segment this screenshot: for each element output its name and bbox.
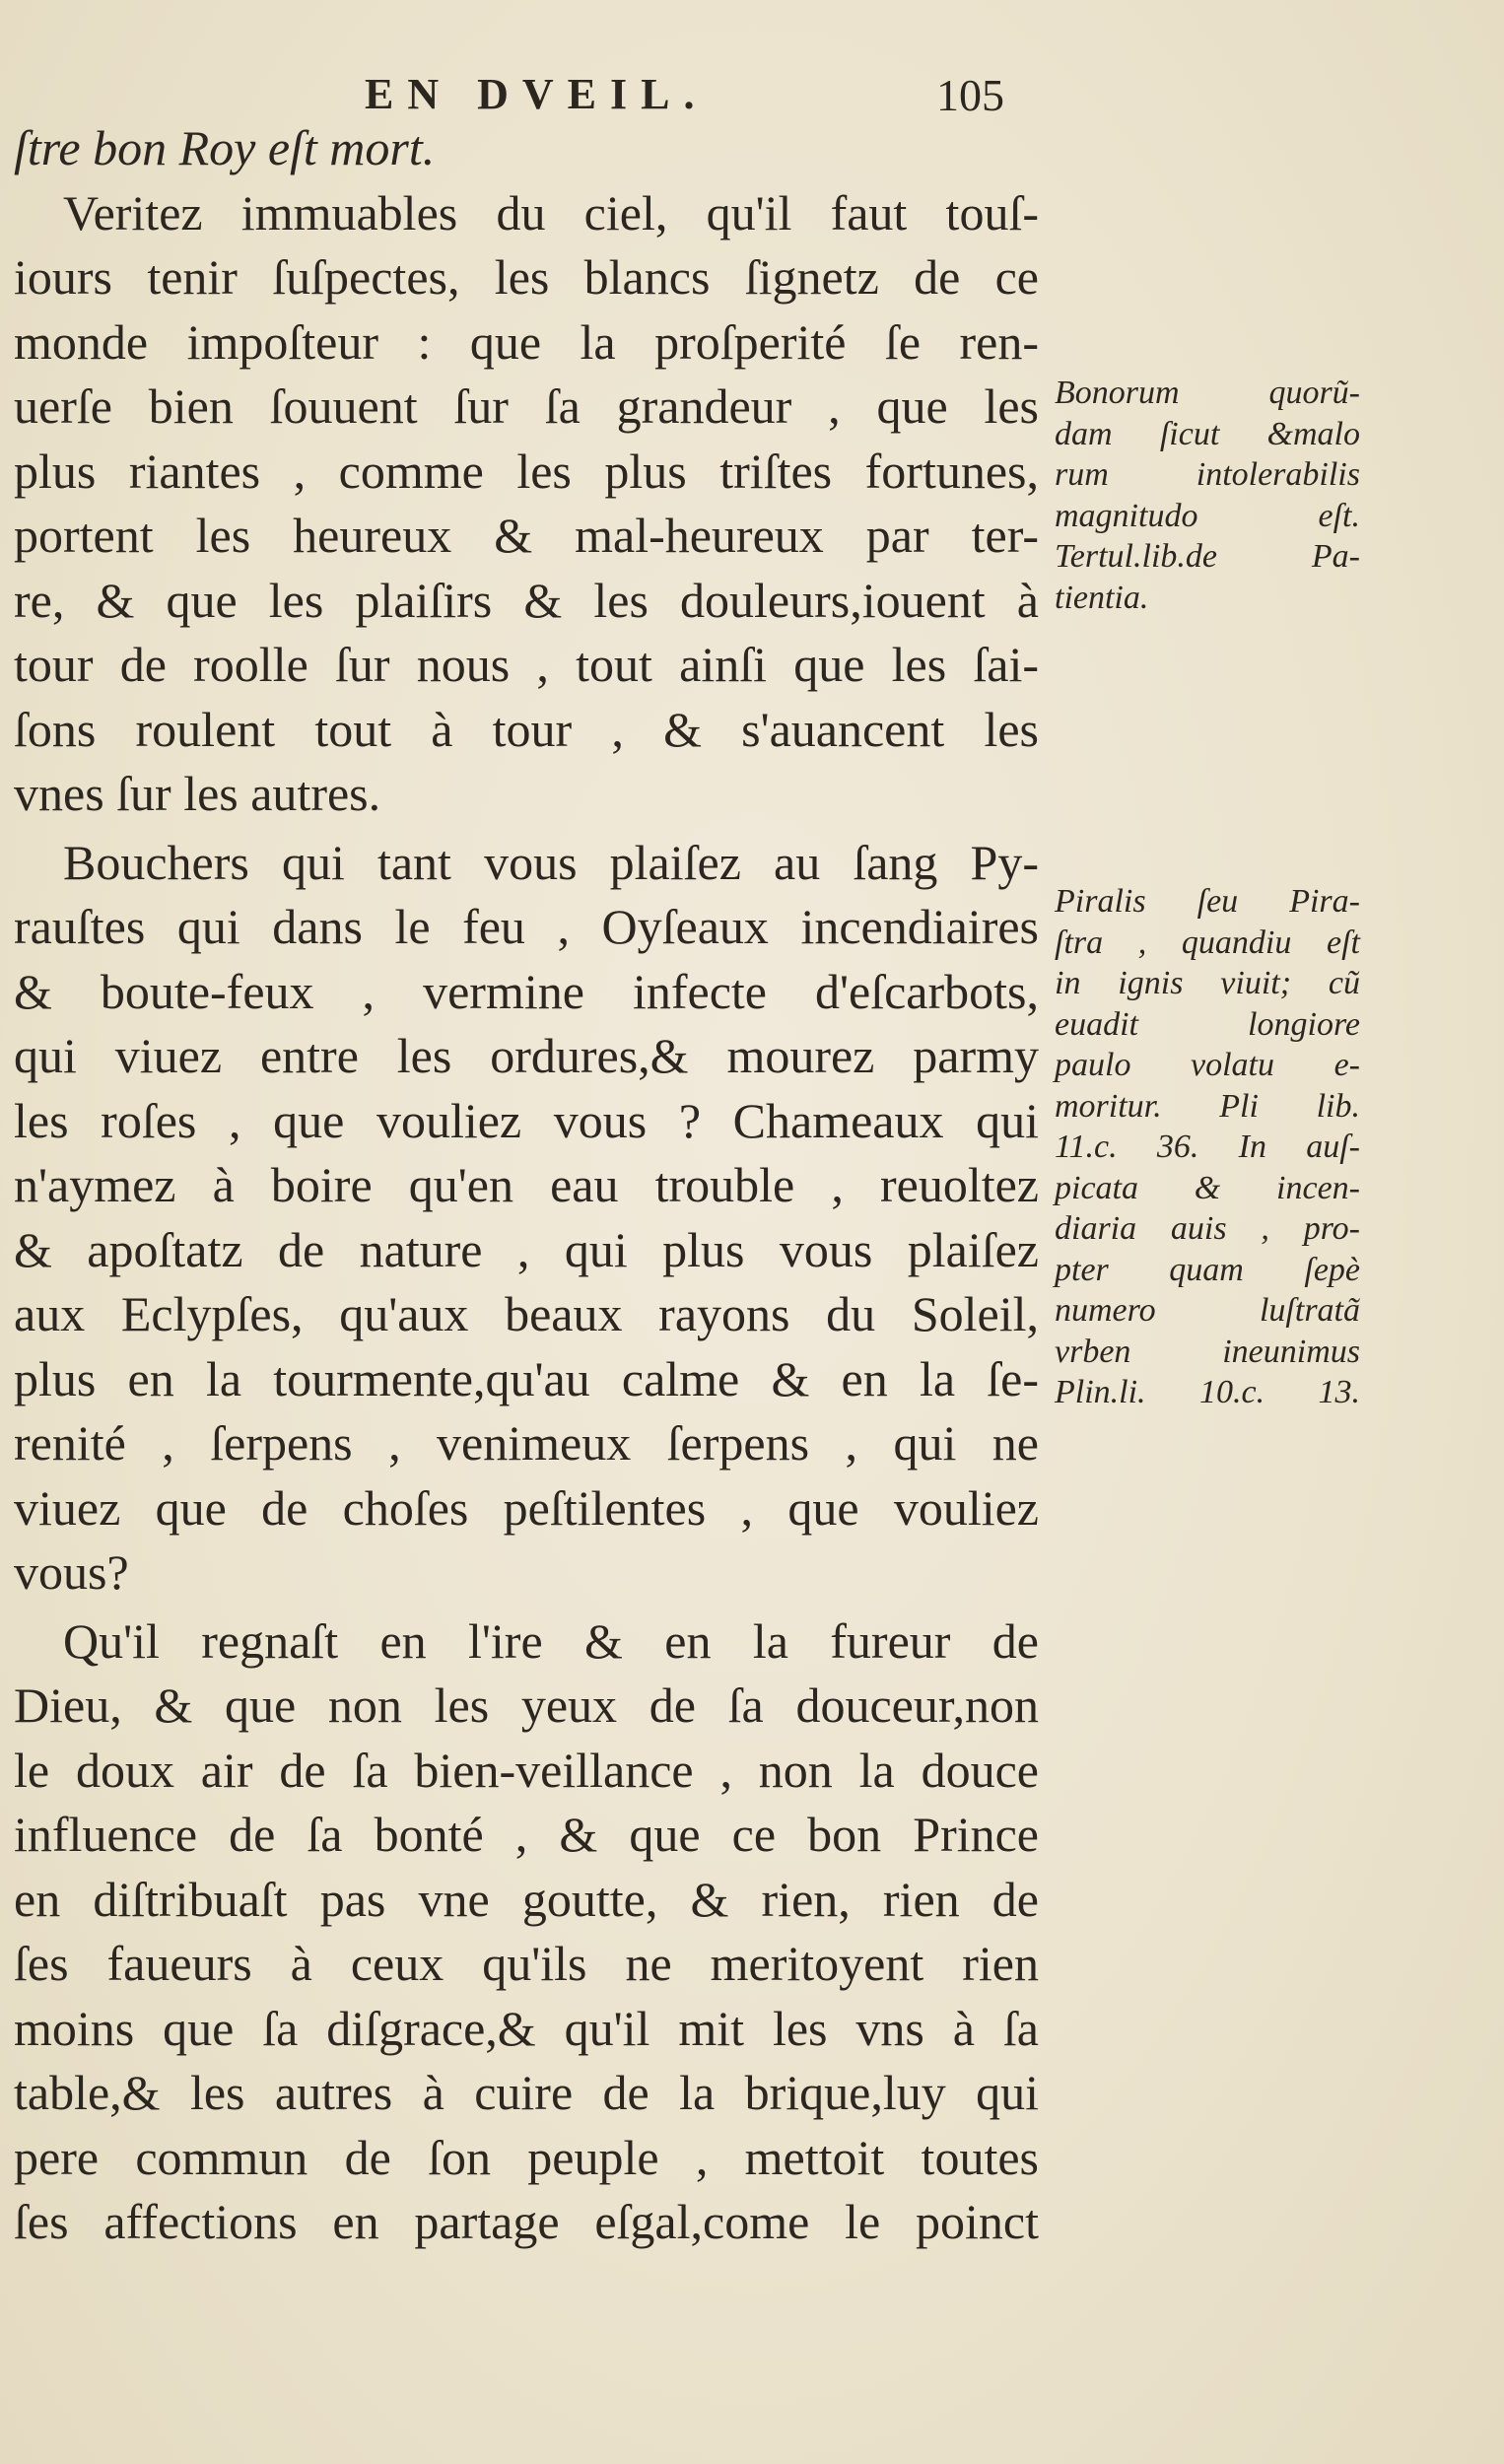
text-line: pere commun de ſon peuple , mettoit toutes [14, 2129, 1039, 2185]
note-line: vrben ineunimus [1055, 1333, 1360, 1370]
margin-note-pliny [1055, 881, 1360, 1413]
note-line: magnitudo eſt. [1055, 497, 1360, 534]
page-number: 105 [936, 70, 1004, 120]
text-line: n'aymez à boire qu'en eau trouble , reuoltez [14, 1157, 1039, 1212]
text-line: qui viuez entre les ordures,& mourez parmy [14, 1028, 1039, 1083]
note-line: in ignis viuit; cũ [1055, 965, 1360, 1001]
text-line: ſons roulent tout à tour , & s'auancent les [14, 701, 1039, 757]
text-line: ſes affections en partage eſgal,come le poinct [14, 2194, 1039, 2249]
text-line: rauſtes qui dans le feu , Oyſeaux incendiaires [14, 899, 1039, 954]
note-line: tientia. [1055, 579, 1149, 616]
note-line: diaria auis , pro- [1055, 1210, 1360, 1247]
text-line: moins que ſa diſgrace,& qu'il mit les vns à ſa [14, 2000, 1039, 2056]
note-line: 11.c. 36. In auſ- [1055, 1129, 1360, 1165]
note-line: ſtra , quandiu eſt [1055, 924, 1360, 961]
note-line: euadit longiore [1055, 1005, 1360, 1043]
text-line: iours tenir ſuſpectes, les blancs ſignetz de ce [14, 249, 1039, 305]
margin-note-tertullian [1055, 373, 1360, 618]
text-line: en diſtribuaſt pas vne goutte, & rien, rien de [14, 1871, 1039, 1927]
note-line: Plin.li. 10.c. 13. [1055, 1374, 1360, 1410]
note-line: dam ſicut &malo [1055, 415, 1360, 452]
text-line: influence de ſa bonté , & que ce bon Prince [14, 1807, 1039, 1862]
note-line: moritur. Pli lib. [1055, 1087, 1360, 1125]
text-line: Veritez immuables du ciel, qu'il faut touſ- [63, 184, 1039, 240]
note-line: Tertul.lib.de Pa- [1055, 538, 1360, 575]
text-line: viuez que de choſes peſtilentes , que vouliez [14, 1479, 1039, 1536]
text-line: re, & que les plaiſirs & les douleurs,iouent à [14, 572, 1039, 628]
text-line: Dieu, & que non les yeux de ſa douceur,non [14, 1677, 1039, 1733]
text-line: ſes faueurs à ceux qu'ils ne meritoyent rien [14, 1936, 1039, 1991]
text-line: aux Eclypſes, qu'aux beaux rayons du Soleil, [14, 1286, 1039, 1341]
text-line: Bouchers qui tant vous plaiſez au ſang Py- [63, 834, 1039, 890]
text-line: vous? [14, 1544, 129, 1600]
text-line: Qu'il regnaſt en l'ire & en la fureur de [63, 1612, 1039, 1669]
note-line: paulo volatu e- [1055, 1047, 1360, 1083]
text-line: & boute-feux , vermine infecte d'eſcarbots, [14, 963, 1039, 1019]
text-line: portent les heureux & mal-heureux par ter- [14, 508, 1039, 563]
text-line: table,& les autres à cuire de la brique,luy qui [14, 2065, 1039, 2120]
text-line: le doux air de ſa bien-veillance , non la douce [14, 1742, 1039, 1798]
text-line: les roſes , que vouliez vous ? Chameaux qui [14, 1092, 1039, 1148]
text-line: plus riantes , comme les plus triſtes fortunes, [14, 443, 1039, 499]
note-line: Piralis ſeu Pira- [1055, 883, 1360, 920]
text-line: ſtre bon Roy eſt mort. [14, 120, 436, 175]
text-line: plus en la tourmente,qu'au calme & en la ſe- [14, 1350, 1039, 1406]
text-line: monde impoſteur : que la proſperité ſe ren- [14, 313, 1039, 370]
note-line: picata & incen- [1055, 1169, 1360, 1206]
running-title: EN DVEIL. [365, 70, 709, 118]
text-line: vnes ſur les autres. [14, 766, 381, 821]
text-line: renité , ſerpens , venimeux ſerpens , qui ne [14, 1415, 1039, 1471]
note-line: Bonorum quorũ- [1055, 375, 1360, 411]
text-line: & apoſtatz de nature , qui plus vous plaiſez [14, 1221, 1039, 1277]
note-line: numero luſtratã [1055, 1292, 1360, 1329]
main-text-column [14, 116, 1039, 2255]
note-line: pter quam ſepè [1055, 1251, 1360, 1288]
text-line: uerſe bien ſouuent ſur ſa grandeur , que les [14, 378, 1039, 434]
note-line: rum intolerabilis [1055, 456, 1360, 493]
text-line: tour de roolle ſur nous , tout ainſi que les ſai- [14, 637, 1039, 692]
